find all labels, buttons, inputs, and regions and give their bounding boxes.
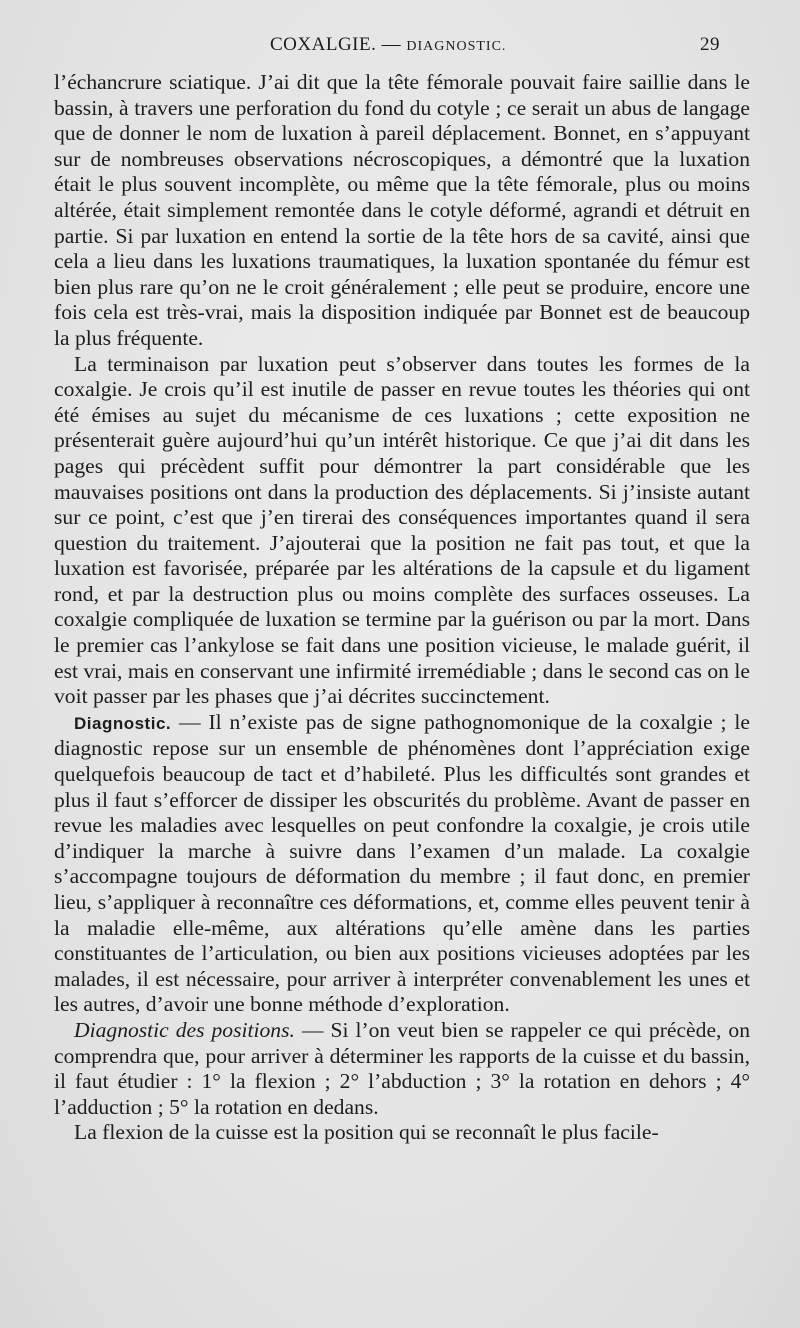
- paragraph-positions-text: — Si l’on veut bien se rappeler ce qui précède, on comprendra que, pour arriver à déterminer les rapports de la cuisse et du bassin, il faut étudier : 1° la flexion ; 2° l’abduction ; 3° la rotation en dehors ; 4° l’adduction ; 5° la rotation en dedans.: [54, 1017, 750, 1119]
- section-heading-diagnostic: Diagnostic.: [74, 713, 172, 733]
- section-title: DIAGNOSTIC.: [406, 39, 507, 54]
- title-dash: —: [381, 34, 402, 55]
- page-number: 29: [700, 34, 720, 55]
- running-head: [54, 34, 750, 70]
- chapter-title: COXALGIE.: [270, 34, 377, 55]
- paragraph-diagnostic-text: — Il n’existe pas de signe pathognomonique de la coxalgie ; le diagnostic repose sur un ensemble de phénomènes dont l’appréciation exige quelquefois beaucoup de tact et d’habileté. Plus les difficultés sont grandes et plus il faut s’efforcer de dissiper les obscurités du problème. Avant de passer en revue les maladies avec lesquelles on peut confondre la coxalgie, je crois utile d’indiquer la marche à suivre dans l’examen d’un malade. La coxalgie s’accompagne toujours de déformation du membre ; il faut donc, en premier lieu, s’appliquer à reconnaître ces déformations, et, comme elles peuvent tenir à la maladie elle-même, aux altérations qu’elle amène dans les parties constituantes de l’articulation, ou bien aux positions vicieuses adoptées par les malades, il est nécessaire, pour arriver à interpréter convenablement les unes et les autres, d’avoir une bonne méthode d’exploration.: [54, 709, 750, 1017]
- paragraph-diagnostic: [54, 710, 750, 1018]
- paragraph-flexion: La flexion de la cuisse est la position qui se reconnaît le plus facile-: [74, 1120, 659, 1145]
- paragraph-diagnostic-positions: [54, 1018, 750, 1120]
- paragraph-terminaison: La terminaison par luxation peut s’observer dans toutes les formes de la coxalgie. Je crois qu’il est inutile de passer en revue toutes les théories qui ont été émises au sujet du mécanisme de ces luxations ; cette exposition ne présenterait guère aujourd’hui qu’un intérêt historique. Ce que j’ai dit dans les pages qui précèdent suffit pour démontrer la part considérable que les mauvaises positions ont dans la production des déplacements. Si j’insiste autant sur ce point, c’est que j’en tirerai des conséquences importantes quand il sera question du traitement. J’ajouterai que la position ne fait pas tout, et que la luxation est favorisée, préparée par les altérations de la capsule et du ligament rond, et par la destruction plus ou moins complète des surfaces osseuses. La coxalgie compliquée de luxation se termine par la guérison ou par la mort. Dans le premier cas l’ankylose se fait dans une position vicieuse, le malade guérit, il est vrai, mais en conservant une infirmité irremédiable ; dans le second cas on le voit passer par les phases que j’ai décrites succinctement.: [54, 351, 750, 709]
- running-title: [270, 34, 506, 56]
- paragraph-luxation-continued: l’échancrure sciatique. J’ai dit que la tête fémorale pouvait faire saillie dans le bassin, à travers une perforation du fond du cotyle ; ce serait un abus de langage que de donner le nom de luxation à pareil déplacement. Bonnet, en s’appuyant sur de nombreuses observations nécroscopiques, a démontré que la luxation était le plus souvent incomplète, ou même que la tête fémorale, plus ou moins altérée, était simplement remontée dans le cotyle déformé, agrandi et détruit en partie. Si par luxation en entend la sortie de la tête hors de sa cavité, ainsi que cela a lieu dans les luxations traumatiques, la luxation spontanée du fémur est bien plus rare qu’on ne le croit généralement ; elle peut se produire, encore une fois cela est très-vrai, mais la disposition indiquée par Bonnet est de beaucoup la plus fréquente.: [54, 70, 750, 350]
- body-text: [54, 70, 750, 1146]
- subheading-diagnostic-positions: Diagnostic des positions.: [74, 1017, 295, 1042]
